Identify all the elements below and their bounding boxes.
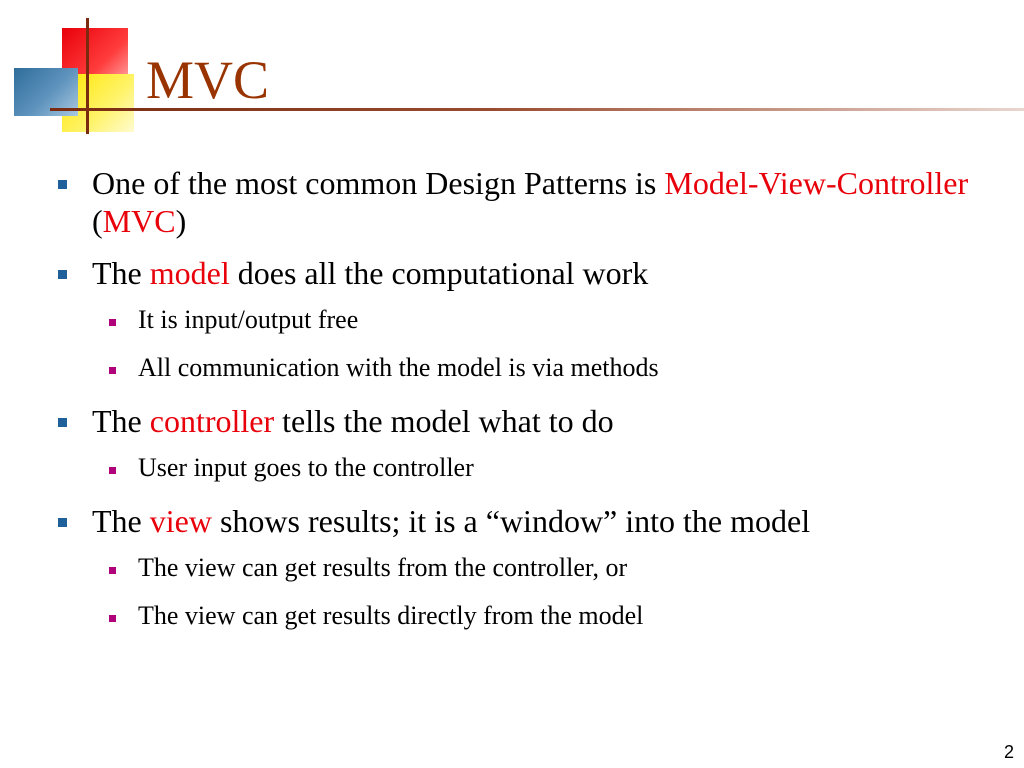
sub-bullet-view-from-controller	[52, 553, 1002, 583]
bullet-text: )	[175, 203, 187, 239]
sub-bullet-text: It is input/output free	[138, 305, 359, 334]
bullet-mvc-intro	[52, 164, 1002, 240]
sub-bullet-text: The view can get results from the controller, or	[138, 553, 628, 582]
sub-bullet-via-methods	[52, 353, 1002, 383]
sub-bullet-view-from-model	[52, 601, 1002, 631]
bullet-text: One of the most common Design Patterns is	[92, 165, 665, 201]
small-square-bullet-icon	[109, 319, 116, 326]
small-square-bullet-icon	[109, 367, 116, 374]
sub-bullet-io-free	[52, 305, 1002, 335]
bullet-text: tells the model what to do	[274, 403, 614, 439]
small-square-bullet-icon	[109, 467, 116, 474]
bullet-model	[52, 254, 1002, 292]
vertical-rule	[86, 18, 89, 134]
highlight-term: Model-View-Controller	[664, 165, 969, 201]
highlight-term: MVC	[102, 203, 176, 239]
slide-body	[52, 164, 1002, 650]
slide-logo-decoration	[0, 0, 140, 140]
sub-bullet-text: All communication with the model is via methods	[138, 353, 659, 382]
slide-page-number: 2	[1003, 742, 1014, 762]
sub-bullet-text: User input goes to the controller	[138, 453, 474, 482]
sub-bullet-user-input	[52, 453, 1002, 483]
bullet-text: The	[92, 503, 150, 539]
square-bullet-icon	[58, 180, 67, 189]
small-square-bullet-icon	[109, 567, 116, 574]
bullet-controller	[52, 402, 1002, 440]
square-bullet-icon	[58, 418, 67, 427]
sub-bullet-text: The view can get results directly from the model	[138, 601, 644, 630]
bullet-text: The	[92, 403, 150, 439]
small-square-bullet-icon	[109, 615, 116, 622]
highlight-term: controller	[149, 403, 275, 439]
highlight-term: model	[149, 255, 230, 291]
square-bullet-icon	[58, 518, 67, 527]
bullet-view	[52, 502, 1002, 540]
slide-title: MVC	[146, 50, 270, 110]
bullet-text: (	[92, 203, 103, 239]
bullet-text: The	[92, 255, 150, 291]
bullet-text: does all the computational work	[229, 255, 649, 291]
highlight-term: view	[149, 503, 212, 539]
bullet-text: shows results; it is a “window” into the model	[211, 503, 811, 539]
square-bullet-icon	[58, 270, 67, 279]
